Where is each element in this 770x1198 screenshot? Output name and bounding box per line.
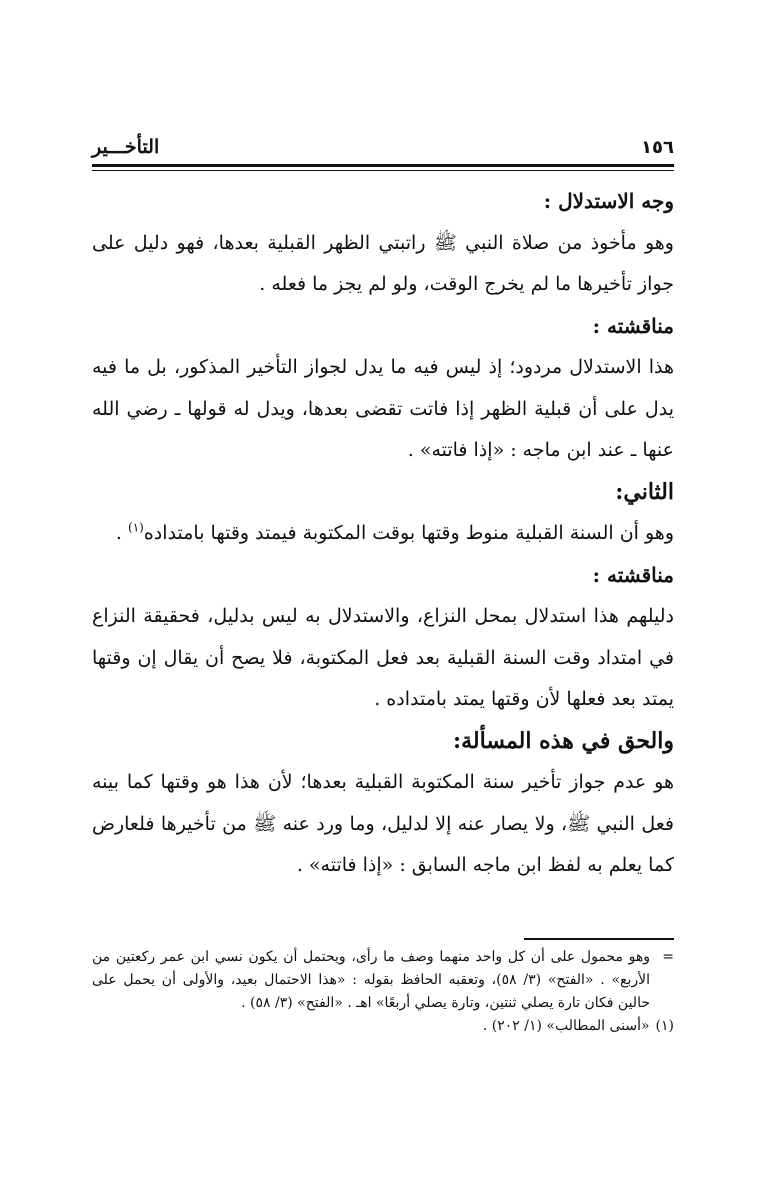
paragraph-3-end: . bbox=[115, 522, 129, 544]
heading-alhaqq: والحق في هذه المسألة: bbox=[453, 727, 674, 754]
heading-munaqasha-1: مناقشته : bbox=[592, 313, 674, 338]
page-number: ١٥٦ bbox=[641, 137, 674, 158]
footnote-1 bbox=[92, 1015, 674, 1038]
paragraph-4: دليلهم هذا استدلال بمحل النزاع، والاستدلال به ليس بدليل، فحقيقة النزاع في امتداد وقت السنة القبلية بعد فعل المكتوبة، فلا يصح أن يقال إن وقتها يمتد بعد فعلها لأن وقتها يمتد بامتداده . bbox=[92, 605, 674, 710]
footnote-continuation-mark: = bbox=[662, 949, 674, 965]
footnotes bbox=[92, 938, 674, 1038]
heading-althani: الثاني: bbox=[615, 478, 674, 505]
chapter-title: التأخـــير bbox=[92, 136, 160, 158]
footnote-1-mark: (١) bbox=[655, 1018, 674, 1034]
running-header bbox=[92, 128, 674, 158]
paragraph-1: وهو مأخوذ من صلاة النبي ﷺ راتبتي الظهر القبلية بعدها، فهو دليل على جواز تأخيرها ما لم يخرج الوقت، ولو لم يجز ما فعله . bbox=[92, 231, 674, 295]
footnote-continuation-text: وهو محمول على أن كل واحد منهما وصف ما رأى، ويحتمل أن يكون نسي ابن عمر ركعتين من الأربع» . «الفتح» (٣/ ٥٨)، وتعقبه الحافظ بقوله : «هذا الاحتمال بعيد، والأولى أن يحمل على حالين فكان تارة يصلي ثنتين، وتارة يصلي أربعًا» اهـ . «الفتح» (٣/ ٥٨) . bbox=[92, 949, 650, 1011]
body-text bbox=[92, 181, 674, 887]
paragraph-3 bbox=[92, 513, 674, 555]
paragraph-3-text: وهو أن السنة القبلية منوط وقتها بوقت المكتوبة فيمتد وقتها بامتداده bbox=[143, 522, 674, 544]
header-rule-thick bbox=[92, 164, 674, 167]
footnote-1-text: «أسنى المطالب» (١/ ٢٠٢) . bbox=[482, 1018, 650, 1034]
footnote-rule bbox=[524, 938, 674, 940]
heading-munaqasha-2: مناقشته : bbox=[592, 562, 674, 587]
header-rule-thin bbox=[92, 170, 674, 171]
heading-wajh-alistidlal: وجه الاستدلال : bbox=[543, 189, 674, 213]
footnote-ref-1[interactable]: (١) bbox=[128, 520, 144, 535]
footnote-continuation bbox=[92, 946, 674, 1015]
page-content bbox=[92, 128, 674, 887]
paragraph-5: هو عدم جواز تأخير سنة المكتوبة القبلية بعدها؛ لأن هذا هو وقتها كما بينه فعل النبي ﷺ، ولا يصار عنه إلا لدليل، وما ورد عنه ﷺ من تأخيرها فلعارض كما يعلم به لفظ ابن ماجه السابق : «إذا فاتته» . bbox=[92, 771, 674, 876]
paragraph-2: هذا الاستدلال مردود؛ إذ ليس فيه ما يدل لجواز التأخير المذكور، بل ما فيه يدل على أن قبلية الظهر إذا فاتت تقضى بعدها، ويدل له قولها ـ رضي الله عنها ـ عند ابن ماجه : «إذا فاتته» . bbox=[92, 356, 674, 461]
